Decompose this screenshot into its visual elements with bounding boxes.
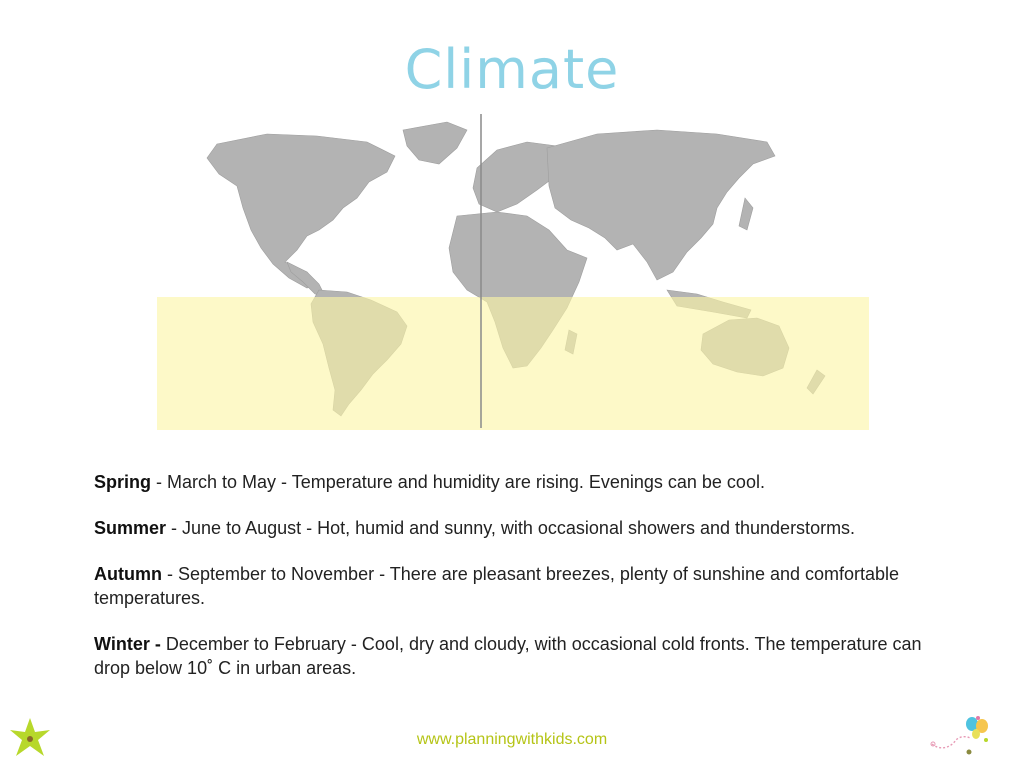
season-winter: Winter - December to February - Cool, dry and cloudy, with occasional cold fronts. The temperature can drop below 10˚ C in urban areas. bbox=[94, 634, 922, 678]
seasons-text bbox=[94, 470, 954, 702]
footer-link[interactable]: www.planningwithkids.com bbox=[416, 731, 608, 748]
slide-title: Climate bbox=[404, 38, 620, 101]
butterfly-icon bbox=[926, 710, 996, 763]
season-spring: Spring - March to May - Temperature and humidity are rising. Evenings can be cool. bbox=[94, 472, 765, 492]
north-america-shape bbox=[207, 134, 395, 288]
world-map-icon bbox=[157, 112, 869, 430]
season-summer: Summer - June to August - Hot, humid and sunny, with occasional showers and thunderstorms. bbox=[94, 518, 856, 538]
season-autumn: Autumn - September to November - There are pleasant breezes, plenty of sunshine and comfortable temperatures. bbox=[94, 564, 900, 608]
green-star-icon bbox=[8, 716, 52, 765]
world-map bbox=[157, 112, 869, 430]
southern-hemisphere-band bbox=[157, 297, 869, 430]
japan-shape bbox=[739, 198, 753, 230]
greenland-shape bbox=[403, 122, 467, 164]
